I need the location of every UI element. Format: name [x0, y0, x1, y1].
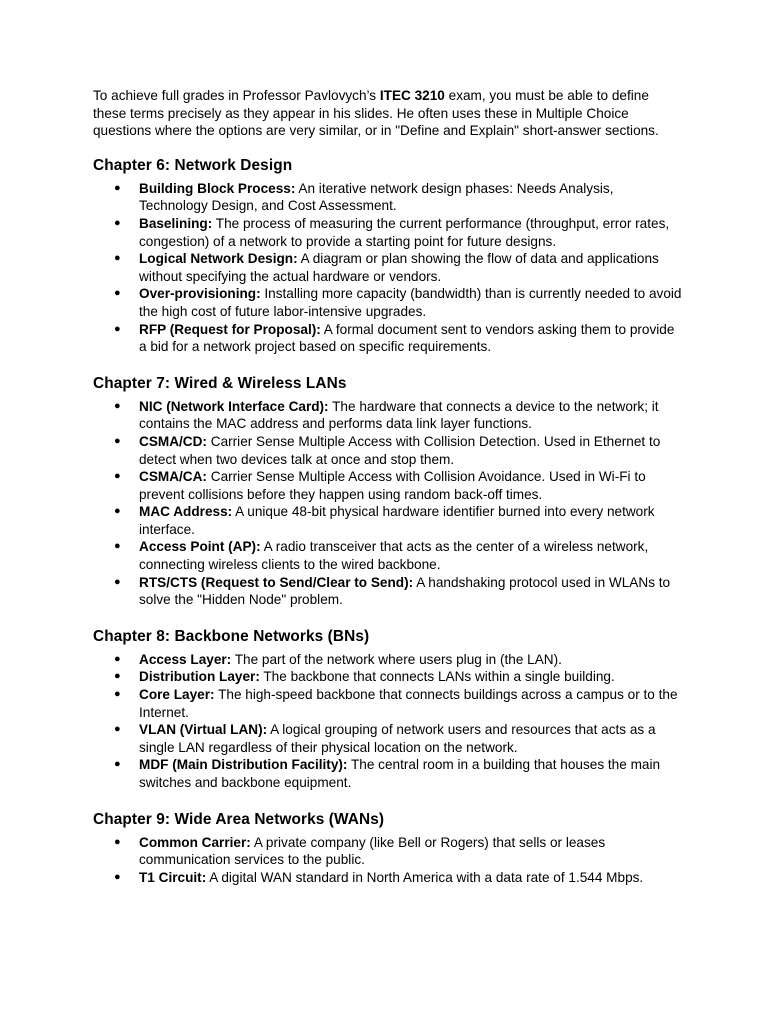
bullet-icon: ● [114, 181, 121, 194]
term-name: VLAN (Virtual LAN): [139, 722, 268, 738]
bullet-icon: ● [114, 540, 121, 553]
term-definition: The backbone that connects LANs within a single building. [259, 669, 615, 685]
term-list-item [93, 285, 683, 320]
term-definition: A diagram or plan showing the flow of data and applications without specifying the actual hardware or vendors. [139, 251, 659, 284]
intro-text-start: To achieve full grades in Professor Pavlovych’s [93, 88, 380, 103]
term-name: RFP (Request for Proposal): [139, 321, 321, 337]
chapter-heading: Chapter 6: Network Design [93, 156, 293, 174]
term-list-item [93, 503, 683, 538]
term-definition: A radio transceiver that acts as the center of a wireless network, connecting wireless clients to the wired backbone. [139, 539, 649, 573]
term-definition: Carrier Sense Multiple Access with Collision Detection. Used in Ethernet to detect when two devices talk at once and stop them. [139, 433, 661, 467]
term-definition: A formal document sent to vendors asking them to provide a bid for a network project based on specific requirements. [139, 321, 675, 355]
term-name: Common Carrier: [139, 834, 251, 850]
term-definition: The part of the network where users plug in (the LAN). [231, 651, 562, 667]
term-name: Building Block Process: [139, 180, 296, 196]
intro-text-end: exam, you must be able to define these terms precisely as they appear in his slides. He often uses these in Multiple Choice questions where the options are very similar, or in "Define and Explain" short-answer sections. [93, 88, 659, 139]
term-definition: A digital WAN standard in North America with a data rate of 1.544 Mbps. [206, 869, 644, 885]
term-list-item [93, 398, 683, 433]
bullet-icon: ● [114, 688, 121, 701]
bullet-icon: ● [114, 652, 121, 665]
chapter-heading: Chapter 9: Wide Area Networks (WANs) [93, 810, 385, 828]
term-list [93, 180, 683, 356]
term-definition: An iterative network design phases: Needs Analysis, Technology Design, and Cost Assessment. [139, 180, 614, 214]
term-definition: The hardware that connects a device to the network; it contains the MAC address and performs data link layer functions. [139, 398, 659, 432]
bullet-icon: ● [114, 575, 121, 588]
term-name: NIC (Network Interface Card): [139, 398, 329, 414]
term-list-item [93, 321, 683, 356]
intro-paragraph [93, 87, 683, 140]
term-list [93, 398, 683, 609]
bullet-icon: ● [114, 399, 121, 412]
term-name: Core Layer: [139, 687, 215, 703]
term-definition: Installing more capacity (bandwidth) than is currently needed to avoid the high cost of future labor-intensive upgrades. [139, 286, 682, 319]
term-name: Access Point (AP): [139, 539, 261, 555]
bullet-icon: ● [114, 252, 121, 265]
bullet-icon: ● [114, 758, 121, 771]
chapters-container [93, 156, 683, 887]
term-definition: A logical grouping of network users and resources that acts as a single LAN regardless of their physical location on the network. [139, 722, 656, 755]
term-list-item [93, 686, 683, 721]
term-list-item [93, 721, 683, 756]
bullet-icon: ● [114, 835, 121, 848]
term-name: Logical Network Design: [139, 251, 298, 267]
chapter-section [93, 374, 683, 609]
bullet-icon: ● [114, 870, 121, 883]
term-name: MAC Address: [139, 504, 233, 520]
term-list-item [93, 869, 683, 887]
term-list-item [93, 538, 683, 573]
term-list-item [93, 651, 683, 669]
term-list [93, 651, 683, 792]
term-name: Access Layer: [139, 651, 232, 667]
term-list-item [93, 574, 683, 609]
term-list-item [93, 433, 683, 468]
chapter-heading: Chapter 7: Wired & Wireless LANs [93, 374, 347, 392]
bullet-icon: ● [114, 216, 121, 229]
term-definition: The high-speed backbone that connects buildings across a campus or to the Internet. [139, 687, 678, 720]
term-list-item [93, 468, 683, 503]
bullet-icon: ● [114, 723, 121, 736]
document-page [93, 87, 683, 886]
term-name: CSMA/CA: [139, 469, 207, 485]
term-name: T1 Circuit: [139, 869, 207, 885]
chapter-heading: Chapter 8: Backbone Networks (BNs) [93, 627, 370, 645]
term-list-item [93, 215, 683, 250]
bullet-icon: ● [114, 322, 121, 335]
term-name: MDF (Main Distribution Facility): [139, 757, 348, 773]
bullet-icon: ● [114, 434, 121, 447]
term-name: Over-provisioning: [139, 286, 261, 302]
chapter-section [93, 627, 683, 792]
term-list-item [93, 756, 683, 791]
term-name: Distribution Layer: [139, 669, 260, 685]
term-name: Baselining: [139, 215, 213, 231]
term-definition: The central room in a building that houses the main switches and backbone equipment. [139, 757, 661, 790]
term-list-item [93, 668, 683, 686]
chapter-section [93, 810, 683, 887]
course-code: ITEC 3210 [379, 88, 445, 103]
chapter-section [93, 156, 683, 356]
term-list-item [93, 250, 683, 285]
bullet-icon: ● [114, 670, 121, 683]
term-definition: A private company (like Bell or Rogers) that sells or leases communication services to the public. [139, 834, 606, 868]
term-definition: A handshaking protocol used in WLANs to solve the "Hidden Node" problem. [139, 574, 671, 608]
term-list-item [93, 180, 683, 215]
term-list-item [93, 834, 683, 869]
term-name: RTS/CTS (Request to Send/Clear to Send): [139, 574, 414, 590]
term-name: CSMA/CD: [139, 433, 207, 449]
bullet-icon: ● [114, 470, 121, 483]
term-definition: Carrier Sense Multiple Access with Collision Avoidance. Used in Wi-Fi to prevent collisions before they happen using random back-off times. [139, 469, 646, 502]
term-definition: A unique 48-bit physical hardware identifier burned into every network interface. [139, 504, 655, 537]
term-definition: The process of measuring the current performance (throughput, error rates, congestion) of a network to provide a starting point for future designs. [139, 215, 670, 249]
term-list [93, 834, 683, 887]
bullet-icon: ● [114, 287, 121, 300]
bullet-icon: ● [114, 505, 121, 518]
